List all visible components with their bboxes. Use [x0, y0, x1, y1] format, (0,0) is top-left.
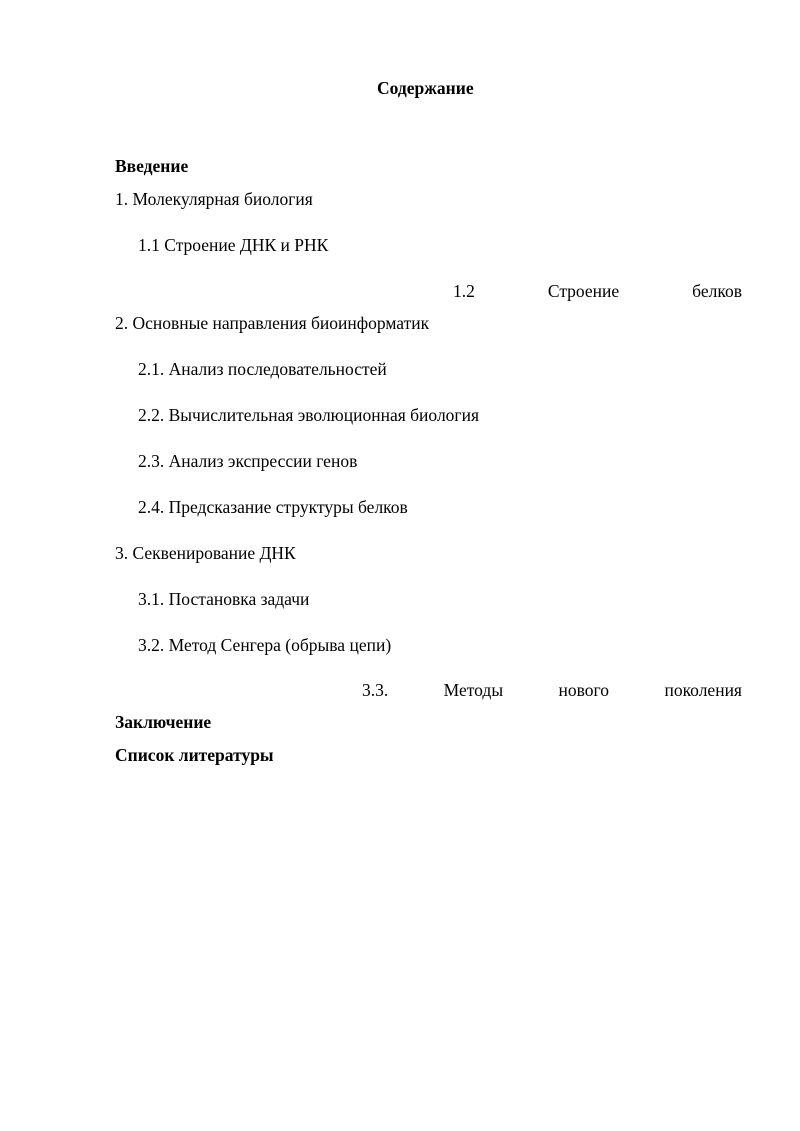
toc-item-1-2-word: Строение: [547, 281, 620, 301]
toc-item-3: 3. Секвенирование ДНК: [115, 543, 296, 563]
toc-item-3-1: 3.1. Постановка задачи: [138, 589, 310, 609]
toc-item-3-3-word: поколения: [664, 680, 742, 700]
toc-item-3-3-word: Методы: [443, 680, 504, 700]
toc-item-3-3: [362, 679, 742, 701]
toc-item-conclusion: Заключение: [115, 712, 212, 732]
toc-item-1-2-word: 1.2: [453, 281, 475, 301]
toc-item-references: Список литературы: [115, 745, 274, 765]
toc-item-2: 2. Основные направления биоинформатик: [115, 313, 430, 333]
toc-item-3-2: 3.2. Метод Сенгера (обрыва цепи): [138, 635, 392, 655]
toc-item-3-3-word: нового: [558, 680, 610, 700]
toc-item-2-1: 2.1. Анализ последовательностей: [138, 359, 387, 379]
toc-item-2-2: 2.2. Вычислительная эволюционная биология: [138, 405, 480, 425]
toc-item-1-2: [453, 280, 742, 302]
toc-item-1-1: 1.1 Строение ДНК и РНК: [138, 235, 329, 255]
toc-item-1-2-word: белков: [692, 281, 742, 301]
toc-item-2-3: 2.3. Анализ экспрессии генов: [138, 451, 358, 471]
toc-item-3-3-word: 3.3.: [362, 680, 389, 700]
toc-item-1: 1. Молекулярная биология: [115, 189, 313, 209]
page-title: Содержание: [377, 78, 474, 98]
toc-item-introduction: Введение: [115, 156, 189, 176]
toc-item-2-4: 2.4. Предсказание структуры белков: [138, 497, 408, 517]
